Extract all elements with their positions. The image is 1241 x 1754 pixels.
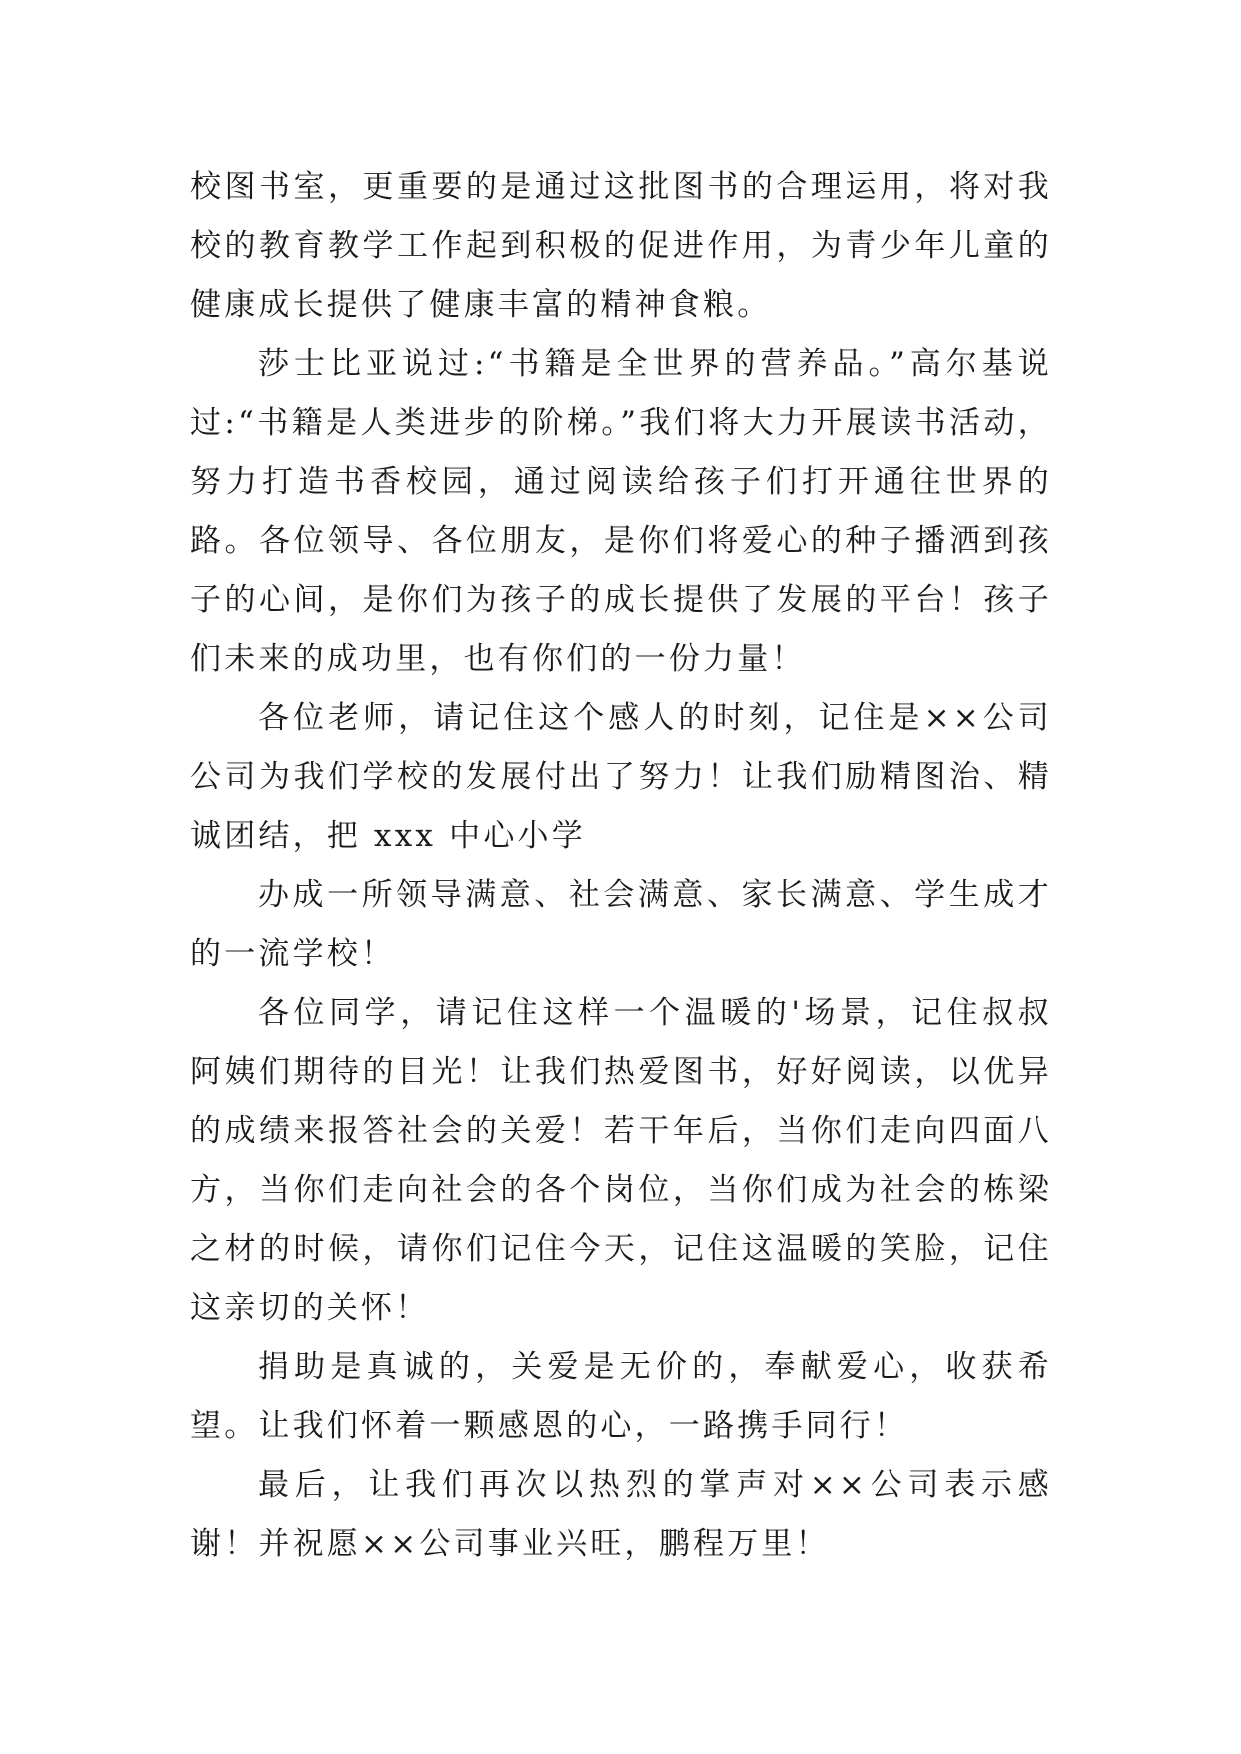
paragraph-donation: 捐助是真诚的，关爱是无价的，奉献爱心，收获希望。让我们怀着一颗感恩的心，一路携手同行！ bbox=[190, 1349, 1052, 1444]
document-body bbox=[190, 158, 1052, 1574]
paragraph-continuation: 校图书室，更重要的是通过这批图书的合理运用，将对我校的教育教学工作起到积极的促进作用，为青少年儿童的健康成长提供了健康丰富的精神食粮。 bbox=[190, 169, 1052, 323]
paragraph-quotes: 莎士比亚说过:“书籍是全世界的营养品。”高尔基说过:“书籍是人类进步的阶梯。”我们将大力开展读书活动，努力打造书香校园，通过阅读给孩子们打开通往世界的路。各位领导、各位朋友，是你们将爱心的种子播洒到孩子的心间，是你们为孩子的成长提供了发展的平台！孩子们未来的成功里，也有你们的一份力量！ bbox=[190, 346, 1052, 677]
paragraph-school-goal: 办成一所领导满意、社会满意、家长满意、学生成才的一流学校！ bbox=[190, 877, 1052, 972]
paragraph-closing: 最后，让我们再次以热烈的掌声对××公司表示感谢！并祝愿××公司事业兴旺，鹏程万里！ bbox=[190, 1467, 1052, 1562]
paragraph-teachers: 各位老师，请记住这个感人的时刻，记住是××公司公司为我们学校的发展付出了努力！让我们励精图治、精诚团结，把 xxx 中心小学 bbox=[190, 700, 1052, 854]
paragraph-students: 各位同学，请记住这样一个温暖的'场景，记住叔叔阿姨们期待的目光！让我们热爱图书，好好阅读，以优异的成绩来报答社会的关爱！若干年后，当你们走向四面八方，当你们走向社会的各个岗位，当你们成为社会的栋梁之材的时候，请你们记住今天，记住这温暖的笑脸，记住这亲切的关怀！ bbox=[190, 995, 1052, 1326]
